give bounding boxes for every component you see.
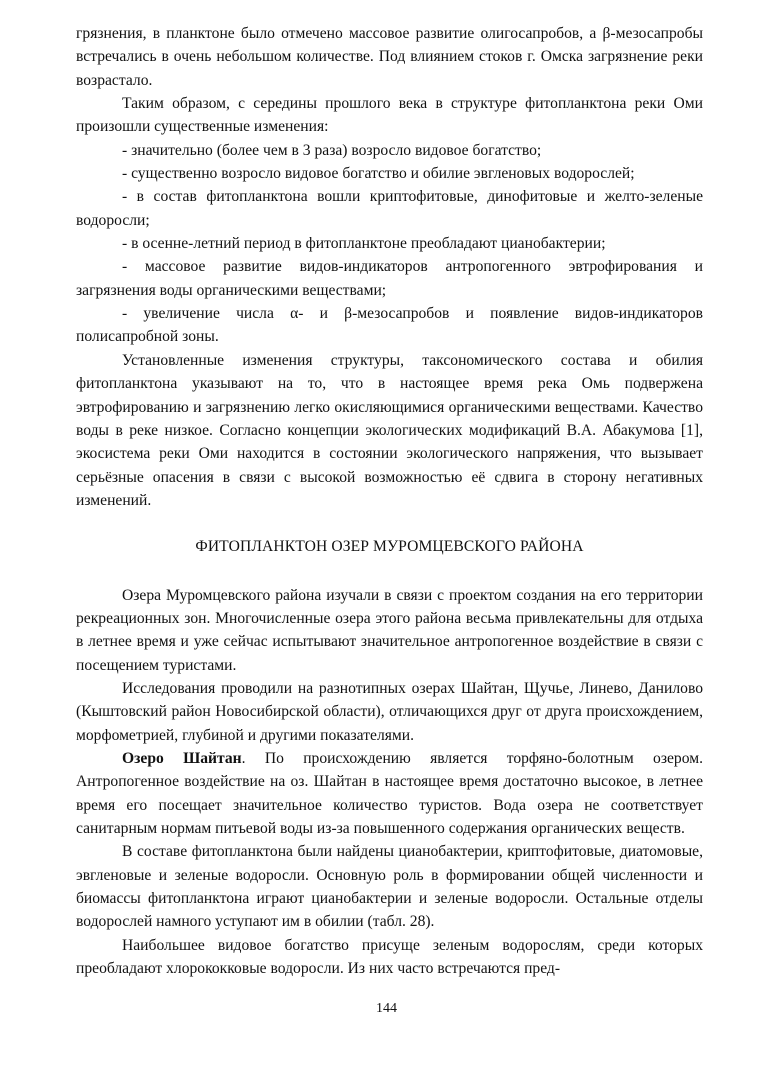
list-item: - увеличение числа α- и β-мезосапробов и появление видов-индикаторов полисапробной зоны. bbox=[76, 305, 703, 346]
paragraph: В составе фитопланктона были найдены цианобактерии, криптофитовые, диатомовые, эвгленовые и зеленые водоросли. Основную роль в формировании общей численности и биомассы фитопланктона играют цианобактерии и зеленые водоросли. Остальные отделы водорослей намного уступают им в обилии (табл. 28). bbox=[76, 843, 703, 931]
paragraph: Наибольшее видовое богатство присуще зеленым водорослям, среди которых преобладают хлорококковые водоросли. Из них часто встречаются пред- bbox=[76, 936, 703, 978]
paragraph: Озера Муромцевского района изучали в связи с проектом создания на его территории рекреационных зон. Многочисленные озера этого района весьма привлекательны для отдыха в летнее время и уже сейчас испытывают значительное антропогенное воздействие в связи с посещением туристами. bbox=[76, 586, 703, 674]
list-item: - в осенне-летний период в фитопланктоне преобладают цианобактерии; bbox=[122, 235, 606, 253]
paragraph-summary-intro: Таким образом, с середины прошлого века в структуре фитопланктона реки Оми произошли существенные изменения: bbox=[76, 95, 703, 136]
list-item: - существенно возросло видовое богатство и обилие эвгленовых водорослей; bbox=[122, 165, 635, 183]
list-item: - в состав фитопланктона вошли криптофитовые, динофитовые и желто-зеленые водоросли; bbox=[76, 188, 703, 229]
paragraph-lake-shaitan bbox=[76, 747, 703, 840]
paragraph-text: . По происхождению является торфяно-болотным озером. Антропогенное воздействие на оз. Шайтан в настоящее время достаточно высокое, в летнее время его посещает значительное количество туристов. Вода озера не соответствует санитарным нормам питьевой воды из-за повышенного содержания органических веществ. bbox=[76, 749, 703, 837]
list-item: - значительно (более чем в 3 раза) возросло видовое богатство; bbox=[122, 141, 542, 159]
paragraph-conclusion: Установленные изменения структуры, таксономического состава и обилия фитопланктона указывают на то, что в настоящее время река Омь подвержена эвтрофированию и загрязнению легко окисляющимися органическими веществами. Качество воды в реке низкое. Согласно концепции экологических модификаций В.А. Абакумова [1], экосистема реки Оми находится в состоянии экологического напряжения, что вызывает серьёзные опасения в связи с высокой возможностью её сдвига в сторону негативных изменений. bbox=[76, 351, 703, 509]
list-item: - массовое развитие видов-индикаторов антропогенного эвтрофирования и загрязнения воды органическими веществами; bbox=[76, 258, 703, 299]
section-heading: ФИТОПЛАНКТОН ОЗЕР МУРОМЦЕВСКОГО РАЙОНА bbox=[195, 538, 584, 556]
paragraph-continuation: грязнения, в планктоне было отмечено массовое развитие олигосапробов, а β-мезосапробы встречались в очень небольшом количестве. Под влиянием стоков г. Омска загрязнение реки возрастало. bbox=[76, 25, 703, 89]
paragraph: Исследования проводили на разнотипных озерах Шайтан, Щучье, Линево, Данилово (Кыштовский район Новосибирской области), отличающихся друг от друга происхождением, морфометрией, глубиной и другими показателями. bbox=[76, 679, 703, 744]
lake-name-bold: Озеро Шайтан bbox=[122, 749, 242, 767]
page-number: 144 bbox=[376, 1001, 397, 1016]
